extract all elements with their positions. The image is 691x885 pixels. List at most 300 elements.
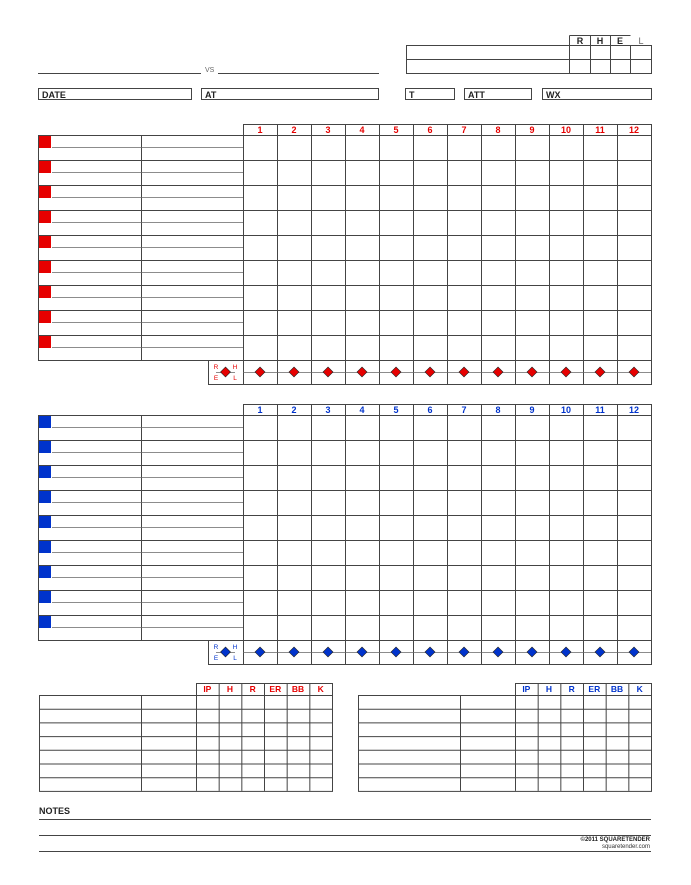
away-at-bat-cell[interactable] xyxy=(380,211,412,234)
home-at-bat-cell[interactable] xyxy=(346,416,378,439)
home-inning-diamond-icon[interactable] xyxy=(459,647,469,657)
weather-field[interactable]: WX xyxy=(542,88,652,100)
away-at-bat-cell[interactable] xyxy=(278,186,310,209)
away-at-bat-cell[interactable] xyxy=(414,286,446,309)
home-at-bat-cell[interactable] xyxy=(550,491,582,514)
home-at-bat-cell[interactable] xyxy=(550,541,582,564)
away-at-bat-cell[interactable] xyxy=(482,236,514,259)
home-player-name-cell[interactable] xyxy=(52,516,141,539)
away-at-bat-cell[interactable] xyxy=(482,336,514,359)
home-inning-diamond-icon[interactable] xyxy=(323,647,333,657)
home-at-bat-cell[interactable] xyxy=(244,566,276,589)
home-at-bat-cell[interactable] xyxy=(448,441,480,464)
away-at-bat-cell[interactable] xyxy=(346,261,378,284)
away-at-bat-cell[interactable] xyxy=(244,336,276,359)
home-at-bat-cell[interactable] xyxy=(448,616,480,639)
away-at-bat-cell[interactable] xyxy=(244,311,276,334)
away-at-bat-cell[interactable] xyxy=(516,136,548,159)
away-at-bat-cell[interactable] xyxy=(516,261,548,284)
home-inning-diamond-icon[interactable] xyxy=(595,647,605,657)
away-at-bat-cell[interactable] xyxy=(346,136,378,159)
home-at-bat-cell[interactable] xyxy=(278,541,310,564)
home-at-bat-cell[interactable] xyxy=(550,516,582,539)
home-at-bat-cell[interactable] xyxy=(244,416,276,439)
away-player-position-cell[interactable] xyxy=(142,311,242,334)
away-inning-diamond-icon[interactable] xyxy=(357,367,367,377)
away-at-bat-cell[interactable] xyxy=(312,286,344,309)
away-player-position-cell[interactable] xyxy=(142,286,242,309)
home-at-bat-cell[interactable] xyxy=(414,491,446,514)
away-player-position-cell[interactable] xyxy=(142,136,242,159)
away-at-bat-cell[interactable] xyxy=(312,186,344,209)
home-at-bat-cell[interactable] xyxy=(278,616,310,639)
time-field[interactable]: T xyxy=(405,88,455,100)
away-at-bat-cell[interactable] xyxy=(550,311,582,334)
home-player-name-cell[interactable] xyxy=(52,466,141,489)
away-at-bat-cell[interactable] xyxy=(448,311,480,334)
home-at-bat-cell[interactable] xyxy=(414,566,446,589)
away-at-bat-cell[interactable] xyxy=(414,186,446,209)
home-scoring-grid[interactable] xyxy=(0,400,691,670)
away-at-bat-cell[interactable] xyxy=(278,161,310,184)
home-pitcher-name-cell[interactable] xyxy=(359,751,514,763)
home-at-bat-cell[interactable] xyxy=(448,416,480,439)
home-at-bat-cell[interactable] xyxy=(278,416,310,439)
home-at-bat-cell[interactable] xyxy=(414,541,446,564)
away-at-bat-cell[interactable] xyxy=(380,311,412,334)
away-at-bat-cell[interactable] xyxy=(380,261,412,284)
home-at-bat-cell[interactable] xyxy=(482,616,514,639)
away-pitching-table[interactable] xyxy=(0,680,345,795)
home-at-bat-cell[interactable] xyxy=(550,566,582,589)
home-at-bat-cell[interactable] xyxy=(482,516,514,539)
away-inning-diamond-icon[interactable] xyxy=(255,367,265,377)
home-inning-diamond-icon[interactable] xyxy=(425,647,435,657)
away-player-name-cell[interactable] xyxy=(52,261,141,284)
away-at-bat-cell[interactable] xyxy=(312,161,344,184)
away-at-bat-cell[interactable] xyxy=(516,236,548,259)
away-inning-diamond-icon[interactable] xyxy=(323,367,333,377)
home-at-bat-cell[interactable] xyxy=(312,566,344,589)
home-at-bat-cell[interactable] xyxy=(448,566,480,589)
home-at-bat-cell[interactable] xyxy=(380,566,412,589)
home-pitcher-name-cell[interactable] xyxy=(359,737,514,749)
notes-line-2[interactable] xyxy=(39,835,651,836)
notes-line-3[interactable] xyxy=(39,851,651,852)
home-at-bat-cell[interactable] xyxy=(448,491,480,514)
home-at-bat-cell[interactable] xyxy=(482,441,514,464)
away-at-bat-cell[interactable] xyxy=(618,286,650,309)
home-at-bat-cell[interactable] xyxy=(380,591,412,614)
away-at-bat-cell[interactable] xyxy=(550,186,582,209)
home-at-bat-cell[interactable] xyxy=(414,441,446,464)
home-at-bat-cell[interactable] xyxy=(618,616,650,639)
away-player-position-cell[interactable] xyxy=(142,211,242,234)
away-at-bat-cell[interactable] xyxy=(414,261,446,284)
away-player-position-cell[interactable] xyxy=(142,186,242,209)
away-player-position-cell[interactable] xyxy=(142,261,242,284)
away-pitcher-name-cell[interactable] xyxy=(40,723,195,735)
away-at-bat-cell[interactable] xyxy=(482,136,514,159)
home-inning-diamond-icon[interactable] xyxy=(527,647,537,657)
home-player-name-cell[interactable] xyxy=(52,541,141,564)
away-at-bat-cell[interactable] xyxy=(618,336,650,359)
home-inning-diamond-icon[interactable] xyxy=(391,647,401,657)
away-at-bat-cell[interactable] xyxy=(244,211,276,234)
away-at-bat-cell[interactable] xyxy=(380,136,412,159)
away-at-bat-cell[interactable] xyxy=(346,286,378,309)
away-at-bat-cell[interactable] xyxy=(278,136,310,159)
home-player-name-cell[interactable] xyxy=(52,591,141,614)
home-at-bat-cell[interactable] xyxy=(618,466,650,489)
away-at-bat-cell[interactable] xyxy=(244,186,276,209)
home-pitcher-name-cell[interactable] xyxy=(359,710,514,722)
home-at-bat-cell[interactable] xyxy=(550,616,582,639)
away-at-bat-cell[interactable] xyxy=(380,236,412,259)
home-at-bat-cell[interactable] xyxy=(516,516,548,539)
home-at-bat-cell[interactable] xyxy=(584,441,616,464)
home-at-bat-cell[interactable] xyxy=(244,616,276,639)
home-player-position-cell[interactable] xyxy=(142,566,242,589)
away-at-bat-cell[interactable] xyxy=(550,161,582,184)
away-inning-diamond-icon[interactable] xyxy=(493,367,503,377)
away-at-bat-cell[interactable] xyxy=(516,161,548,184)
away-at-bat-cell[interactable] xyxy=(244,161,276,184)
home-player-position-cell[interactable] xyxy=(142,616,242,639)
away-at-bat-cell[interactable] xyxy=(550,261,582,284)
home-at-bat-cell[interactable] xyxy=(550,441,582,464)
date-field[interactable]: DATE xyxy=(38,88,192,100)
away-player-position-cell[interactable] xyxy=(142,236,242,259)
away-team-line[interactable] xyxy=(38,73,201,74)
at-field[interactable]: AT xyxy=(201,88,379,100)
away-at-bat-cell[interactable] xyxy=(380,336,412,359)
away-at-bat-cell[interactable] xyxy=(516,211,548,234)
home-at-bat-cell[interactable] xyxy=(584,566,616,589)
home-player-name-cell[interactable] xyxy=(52,616,141,639)
home-player-position-cell[interactable] xyxy=(142,466,242,489)
away-at-bat-cell[interactable] xyxy=(312,236,344,259)
away-at-bat-cell[interactable] xyxy=(584,186,616,209)
away-at-bat-cell[interactable] xyxy=(448,161,480,184)
away-at-bat-cell[interactable] xyxy=(618,161,650,184)
home-player-name-cell[interactable] xyxy=(52,491,141,514)
home-at-bat-cell[interactable] xyxy=(380,466,412,489)
home-at-bat-cell[interactable] xyxy=(448,591,480,614)
home-at-bat-cell[interactable] xyxy=(482,566,514,589)
away-at-bat-cell[interactable] xyxy=(278,261,310,284)
away-player-position-cell[interactable] xyxy=(142,336,242,359)
away-at-bat-cell[interactable] xyxy=(278,211,310,234)
away-at-bat-cell[interactable] xyxy=(380,286,412,309)
away-inning-diamond-icon[interactable] xyxy=(561,367,571,377)
home-at-bat-cell[interactable] xyxy=(482,541,514,564)
home-inning-diamond-icon[interactable] xyxy=(255,647,265,657)
home-at-bat-cell[interactable] xyxy=(584,616,616,639)
home-at-bat-cell[interactable] xyxy=(482,416,514,439)
home-at-bat-cell[interactable] xyxy=(550,416,582,439)
away-at-bat-cell[interactable] xyxy=(244,236,276,259)
away-at-bat-cell[interactable] xyxy=(550,236,582,259)
away-pitcher-name-cell[interactable] xyxy=(40,765,195,777)
home-at-bat-cell[interactable] xyxy=(312,616,344,639)
away-inning-diamond-icon[interactable] xyxy=(629,367,639,377)
away-at-bat-cell[interactable] xyxy=(346,336,378,359)
away-at-bat-cell[interactable] xyxy=(278,336,310,359)
away-at-bat-cell[interactable] xyxy=(550,136,582,159)
home-at-bat-cell[interactable] xyxy=(312,541,344,564)
home-at-bat-cell[interactable] xyxy=(244,516,276,539)
home-inning-diamond-icon[interactable] xyxy=(493,647,503,657)
away-inning-diamond-icon[interactable] xyxy=(289,367,299,377)
away-at-bat-cell[interactable] xyxy=(448,186,480,209)
home-at-bat-cell[interactable] xyxy=(346,591,378,614)
home-player-position-cell[interactable] xyxy=(142,591,242,614)
home-pitcher-name-cell[interactable] xyxy=(359,778,514,790)
home-at-bat-cell[interactable] xyxy=(278,566,310,589)
away-at-bat-cell[interactable] xyxy=(278,236,310,259)
away-at-bat-cell[interactable] xyxy=(414,336,446,359)
home-at-bat-cell[interactable] xyxy=(516,491,548,514)
home-player-position-cell[interactable] xyxy=(142,416,242,439)
home-pitcher-name-cell[interactable] xyxy=(359,723,514,735)
home-at-bat-cell[interactable] xyxy=(278,466,310,489)
home-team-line[interactable] xyxy=(218,73,379,74)
home-inning-diamond-icon[interactable] xyxy=(629,647,639,657)
home-at-bat-cell[interactable] xyxy=(380,516,412,539)
home-at-bat-cell[interactable] xyxy=(516,416,548,439)
notes-line-1[interactable] xyxy=(39,819,651,820)
away-at-bat-cell[interactable] xyxy=(618,211,650,234)
away-pitcher-name-cell[interactable] xyxy=(40,737,195,749)
home-at-bat-cell[interactable] xyxy=(380,616,412,639)
away-at-bat-cell[interactable] xyxy=(584,136,616,159)
away-at-bat-cell[interactable] xyxy=(516,286,548,309)
away-at-bat-cell[interactable] xyxy=(482,286,514,309)
away-at-bat-cell[interactable] xyxy=(414,311,446,334)
home-player-name-cell[interactable] xyxy=(52,416,141,439)
home-at-bat-cell[interactable] xyxy=(516,566,548,589)
home-at-bat-cell[interactable] xyxy=(584,591,616,614)
home-at-bat-cell[interactable] xyxy=(516,616,548,639)
away-at-bat-cell[interactable] xyxy=(380,186,412,209)
away-player-name-cell[interactable] xyxy=(52,336,141,359)
away-at-bat-cell[interactable] xyxy=(618,186,650,209)
away-at-bat-cell[interactable] xyxy=(584,236,616,259)
home-at-bat-cell[interactable] xyxy=(618,541,650,564)
away-at-bat-cell[interactable] xyxy=(278,286,310,309)
away-at-bat-cell[interactable] xyxy=(584,261,616,284)
home-at-bat-cell[interactable] xyxy=(414,416,446,439)
home-at-bat-cell[interactable] xyxy=(312,466,344,489)
home-at-bat-cell[interactable] xyxy=(312,491,344,514)
home-at-bat-cell[interactable] xyxy=(278,516,310,539)
away-at-bat-cell[interactable] xyxy=(244,136,276,159)
home-at-bat-cell[interactable] xyxy=(380,491,412,514)
home-pitcher-name-cell[interactable] xyxy=(359,696,514,708)
home-at-bat-cell[interactable] xyxy=(414,616,446,639)
home-at-bat-cell[interactable] xyxy=(584,491,616,514)
away-at-bat-cell[interactable] xyxy=(516,336,548,359)
away-inning-diamond-icon[interactable] xyxy=(425,367,435,377)
home-at-bat-cell[interactable] xyxy=(278,441,310,464)
home-at-bat-cell[interactable] xyxy=(550,466,582,489)
away-player-name-cell[interactable] xyxy=(52,311,141,334)
home-player-position-cell[interactable] xyxy=(142,491,242,514)
away-at-bat-cell[interactable] xyxy=(448,236,480,259)
away-at-bat-cell[interactable] xyxy=(448,286,480,309)
home-at-bat-cell[interactable] xyxy=(380,441,412,464)
away-at-bat-cell[interactable] xyxy=(584,286,616,309)
home-at-bat-cell[interactable] xyxy=(516,441,548,464)
away-scoring-grid[interactable] xyxy=(0,120,691,390)
away-at-bat-cell[interactable] xyxy=(482,211,514,234)
home-at-bat-cell[interactable] xyxy=(482,491,514,514)
home-at-bat-cell[interactable] xyxy=(414,591,446,614)
away-at-bat-cell[interactable] xyxy=(482,261,514,284)
home-at-bat-cell[interactable] xyxy=(618,416,650,439)
away-pitcher-name-cell[interactable] xyxy=(40,778,195,790)
away-at-bat-cell[interactable] xyxy=(244,286,276,309)
away-at-bat-cell[interactable] xyxy=(244,261,276,284)
away-at-bat-cell[interactable] xyxy=(312,211,344,234)
away-at-bat-cell[interactable] xyxy=(346,211,378,234)
home-at-bat-cell[interactable] xyxy=(584,516,616,539)
away-at-bat-cell[interactable] xyxy=(414,236,446,259)
home-at-bat-cell[interactable] xyxy=(482,591,514,614)
away-at-bat-cell[interactable] xyxy=(414,161,446,184)
away-at-bat-cell[interactable] xyxy=(482,311,514,334)
home-at-bat-cell[interactable] xyxy=(618,491,650,514)
home-at-bat-cell[interactable] xyxy=(618,566,650,589)
home-at-bat-cell[interactable] xyxy=(244,441,276,464)
home-at-bat-cell[interactable] xyxy=(584,466,616,489)
away-at-bat-cell[interactable] xyxy=(346,161,378,184)
home-inning-diamond-icon[interactable] xyxy=(289,647,299,657)
away-at-bat-cell[interactable] xyxy=(448,261,480,284)
home-player-position-cell[interactable] xyxy=(142,541,242,564)
home-at-bat-cell[interactable] xyxy=(346,616,378,639)
home-pitcher-name-cell[interactable] xyxy=(359,765,514,777)
home-at-bat-cell[interactable] xyxy=(244,491,276,514)
away-at-bat-cell[interactable] xyxy=(312,336,344,359)
away-at-bat-cell[interactable] xyxy=(516,186,548,209)
away-at-bat-cell[interactable] xyxy=(312,311,344,334)
away-pitcher-name-cell[interactable] xyxy=(40,751,195,763)
away-at-bat-cell[interactable] xyxy=(312,136,344,159)
away-player-name-cell[interactable] xyxy=(52,161,141,184)
away-at-bat-cell[interactable] xyxy=(448,211,480,234)
home-at-bat-cell[interactable] xyxy=(516,591,548,614)
home-at-bat-cell[interactable] xyxy=(278,491,310,514)
home-player-position-cell[interactable] xyxy=(142,516,242,539)
home-inning-diamond-icon[interactable] xyxy=(357,647,367,657)
home-at-bat-cell[interactable] xyxy=(346,541,378,564)
away-at-bat-cell[interactable] xyxy=(618,136,650,159)
away-at-bat-cell[interactable] xyxy=(482,161,514,184)
home-at-bat-cell[interactable] xyxy=(346,566,378,589)
away-at-bat-cell[interactable] xyxy=(414,211,446,234)
home-at-bat-cell[interactable] xyxy=(346,441,378,464)
home-at-bat-cell[interactable] xyxy=(414,516,446,539)
away-player-name-cell[interactable] xyxy=(52,286,141,309)
home-at-bat-cell[interactable] xyxy=(584,416,616,439)
home-at-bat-cell[interactable] xyxy=(346,491,378,514)
away-at-bat-cell[interactable] xyxy=(346,236,378,259)
away-at-bat-cell[interactable] xyxy=(346,311,378,334)
home-at-bat-cell[interactable] xyxy=(448,466,480,489)
home-at-bat-cell[interactable] xyxy=(550,591,582,614)
away-inning-diamond-icon[interactable] xyxy=(527,367,537,377)
away-at-bat-cell[interactable] xyxy=(584,211,616,234)
home-at-bat-cell[interactable] xyxy=(618,516,650,539)
home-at-bat-cell[interactable] xyxy=(618,591,650,614)
home-at-bat-cell[interactable] xyxy=(380,541,412,564)
home-at-bat-cell[interactable] xyxy=(346,466,378,489)
away-at-bat-cell[interactable] xyxy=(550,211,582,234)
away-at-bat-cell[interactable] xyxy=(380,161,412,184)
away-at-bat-cell[interactable] xyxy=(584,336,616,359)
attendance-field[interactable]: ATT xyxy=(464,88,532,100)
away-player-name-cell[interactable] xyxy=(52,186,141,209)
away-at-bat-cell[interactable] xyxy=(448,336,480,359)
away-at-bat-cell[interactable] xyxy=(550,336,582,359)
away-at-bat-cell[interactable] xyxy=(448,136,480,159)
home-inning-diamond-icon[interactable] xyxy=(561,647,571,657)
away-at-bat-cell[interactable] xyxy=(584,161,616,184)
home-at-bat-cell[interactable] xyxy=(312,591,344,614)
home-at-bat-cell[interactable] xyxy=(244,591,276,614)
away-at-bat-cell[interactable] xyxy=(516,311,548,334)
home-at-bat-cell[interactable] xyxy=(312,441,344,464)
home-at-bat-cell[interactable] xyxy=(618,441,650,464)
home-at-bat-cell[interactable] xyxy=(312,516,344,539)
away-pitcher-name-cell[interactable] xyxy=(40,696,195,708)
home-at-bat-cell[interactable] xyxy=(244,541,276,564)
away-at-bat-cell[interactable] xyxy=(618,261,650,284)
home-at-bat-cell[interactable] xyxy=(278,591,310,614)
away-at-bat-cell[interactable] xyxy=(584,311,616,334)
home-pitching-table[interactable] xyxy=(345,680,691,795)
home-at-bat-cell[interactable] xyxy=(516,466,548,489)
away-inning-diamond-icon[interactable] xyxy=(595,367,605,377)
home-player-position-cell[interactable] xyxy=(142,441,242,464)
home-at-bat-cell[interactable] xyxy=(312,416,344,439)
away-player-position-cell[interactable] xyxy=(142,161,242,184)
away-at-bat-cell[interactable] xyxy=(618,236,650,259)
home-player-name-cell[interactable] xyxy=(52,566,141,589)
away-player-name-cell[interactable] xyxy=(52,136,141,159)
home-at-bat-cell[interactable] xyxy=(346,516,378,539)
away-at-bat-cell[interactable] xyxy=(414,136,446,159)
home-at-bat-cell[interactable] xyxy=(380,416,412,439)
home-at-bat-cell[interactable] xyxy=(448,516,480,539)
home-at-bat-cell[interactable] xyxy=(584,541,616,564)
away-at-bat-cell[interactable] xyxy=(346,186,378,209)
home-at-bat-cell[interactable] xyxy=(448,541,480,564)
home-at-bat-cell[interactable] xyxy=(414,466,446,489)
home-at-bat-cell[interactable] xyxy=(482,466,514,489)
away-at-bat-cell[interactable] xyxy=(278,311,310,334)
away-at-bat-cell[interactable] xyxy=(550,286,582,309)
away-player-name-cell[interactable] xyxy=(52,211,141,234)
home-at-bat-cell[interactable] xyxy=(516,541,548,564)
home-player-name-cell[interactable] xyxy=(52,441,141,464)
away-at-bat-cell[interactable] xyxy=(312,261,344,284)
away-pitcher-name-cell[interactable] xyxy=(40,710,195,722)
away-at-bat-cell[interactable] xyxy=(618,311,650,334)
away-player-name-cell[interactable] xyxy=(52,236,141,259)
